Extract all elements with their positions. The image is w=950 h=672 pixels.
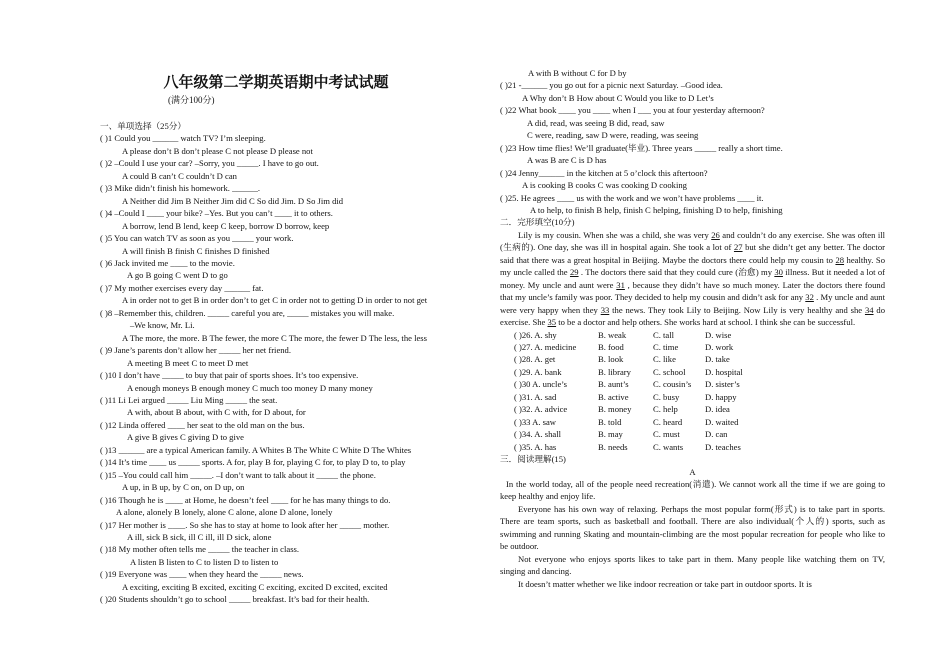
cloze-option-row bbox=[514, 341, 765, 353]
question-line: A listen B listen to C to listen D to listen to bbox=[130, 556, 279, 567]
question-line: A please don’t B don’t please C not please D please not bbox=[122, 145, 313, 156]
cloze-blank-number: 32 bbox=[805, 292, 814, 303]
question-line: ( )6 Jack invited me ____ to the movie. bbox=[100, 257, 235, 268]
question-line: A alone, alonely B lonely, alone C alone, alone D alone, lonely bbox=[116, 507, 333, 518]
question-line: ( )16 Though he is ____ at Home, he doesn’t feel ____ for he has many things to do. bbox=[100, 494, 391, 505]
question-line: A with B without C for D by bbox=[528, 68, 627, 78]
cloze-blank-number: 33 bbox=[600, 304, 610, 315]
cloze-option-cell: ( )27. A. medicine bbox=[514, 341, 577, 352]
question-line: ( )11 Li Lei argued _____ Liu Ming _____ the seat. bbox=[100, 394, 278, 405]
cloze-blank-number: 30 bbox=[774, 267, 783, 278]
cloze-blank-number: 35 bbox=[547, 317, 557, 328]
question-line: ( )20 Students shouldn’t go to school _____ breakfast. It’s bad for their health. bbox=[100, 594, 370, 605]
question-line: ( )15 –You could call him _____. –I don’t want to talk about it _____ the phone. bbox=[100, 469, 376, 480]
question-line: A to help, to finish B help, finish C helping, finishing D to help, finishing bbox=[530, 204, 783, 215]
question-line: ( )9 Jane’s parents don’t allow her _____ her net friend. bbox=[100, 345, 291, 356]
left-column bbox=[100, 0, 472, 606]
cloze-option-cell: C. wants bbox=[653, 441, 684, 452]
question-line: ( )10 I don’t have _____ to buy that pair of sports shoes. It’s too expensive. bbox=[100, 370, 359, 381]
question-line: A Neither did Jim B Neither Jim did C So did Jim. D So Jim did bbox=[122, 195, 344, 206]
cloze-option-cell: C. tall bbox=[653, 329, 675, 340]
cloze-blank-number: 27 bbox=[733, 242, 743, 253]
reading-paragraph: Everyone has his own way of relaxing. Perhaps the most popular form(形式) is to take part in sports. There are team sports, such as basketball and football. There are also individual(个人的) sports, such as swimming and running Skating and mountain-climbing are the most popular recreation for people who like to be outdoor. bbox=[500, 503, 885, 552]
cloze-option-cell: B. told bbox=[598, 416, 622, 427]
exam-title: 八年级第二学期英语期中考试试题 bbox=[163, 75, 389, 91]
question-line: ( )7 My mother exercises every day ______ fat. bbox=[100, 282, 264, 293]
cloze-blank-number: 26 bbox=[711, 229, 720, 240]
reading-paragraph: Not everyone who enjoys sports likes to take part in them. Many people like watching them on TV, singing and dancing. bbox=[500, 553, 885, 577]
cloze-option-cell: B. look bbox=[598, 354, 624, 365]
question-line: A will finish B finish C finishes D finished bbox=[122, 245, 270, 256]
cloze-option-cell: D. wise bbox=[705, 329, 732, 340]
cloze-option-cell: C. time bbox=[653, 341, 679, 352]
cloze-option-cell: B. aunt’s bbox=[598, 379, 629, 390]
cloze-option-cell: ( )34. A. shall bbox=[514, 429, 562, 440]
cloze-option-cell: D. idea bbox=[705, 404, 730, 415]
question-line: A enough moneys B enough money C much too money D many money bbox=[127, 382, 373, 393]
cloze-option-cell: D. happy bbox=[705, 391, 737, 402]
cloze-option-cell: ( )31. A. sad bbox=[514, 391, 557, 402]
question-line: ( )14 It’s time ____ us _____ sports. A for, play B for, playing C for, to play D to, to play bbox=[100, 457, 406, 468]
cloze-option-cell: C. must bbox=[653, 429, 680, 440]
cloze-paragraph: Lily is my cousin. When she was a child, she was very 26 and couldn’t do any exercise. She was often ill (生病的). One day, she was ill in hospital again. She took a lot of 27 but she didn’t get any better. The doctor said that there was a great hospital in Beijing. Maybe the doctors there could help my cousin to 28 healthy. So my uncle called the 29 . The doctors there said that they could cure (治愈) my 30 illness. But it needed a lot of money. My uncle and aunt were 31 , because they didn’t have so much money. Later the doctors there found that my uncle’s family was poor. They decided to help my cousin and didn’t ask for any 32 . My uncle and aunt were very happy when they 33 the news. They took Lily to Beijing. Now Lily is very healthy and she 34 do exercise. She 35 to be a doctor and help others. She works hard at school. I think she can be successful. bbox=[500, 229, 885, 328]
cloze-option-cell: C. school bbox=[653, 366, 686, 377]
cloze-option-row bbox=[514, 353, 765, 365]
question-line: ( )2 –Could I use your car? –Sorry, you _____. I have to go out. bbox=[100, 158, 319, 169]
reading-passage bbox=[500, 478, 885, 590]
cloze-option-cell: B. weak bbox=[598, 329, 627, 340]
cloze-option-cell: B. active bbox=[598, 391, 629, 402]
cloze-option-cell: B. library bbox=[598, 366, 631, 377]
question-line: A up, in B up, by C on, on D up, on bbox=[122, 482, 245, 493]
cloze-option-cell: C. help bbox=[653, 404, 678, 415]
cloze-option-cell: ( )28. A. get bbox=[514, 354, 556, 365]
cloze-option-cell: B. needs bbox=[598, 441, 628, 452]
question-line: –We know, Mr. Li. bbox=[130, 320, 195, 331]
cloze-option-cell: C. like bbox=[653, 354, 676, 365]
cloze-option-cell: D. take bbox=[705, 354, 730, 365]
cloze-option-row bbox=[514, 428, 765, 440]
cloze-option-cell: B. may bbox=[598, 429, 623, 440]
question-line: ( )17 Her mother is ____. So she has to stay at home to look after her _____ mother. bbox=[100, 519, 390, 530]
question-line: A go B going C went D to go bbox=[127, 270, 228, 281]
cloze-option-cell: ( )32. A. advice bbox=[514, 404, 568, 415]
section3-heading: 三．阅读理解(15) bbox=[500, 454, 566, 465]
cloze-option-cell: D. sister’s bbox=[705, 379, 740, 390]
reading-paragraph: It doesn’t matter whether we like indoor recreation or take part in outdoor sports. It is bbox=[518, 578, 812, 589]
question-line: A borrow, lend B lend, keep C keep, borrow D borrow, keep bbox=[122, 220, 330, 231]
cloze-option-cell: ( )29. A. bank bbox=[514, 366, 562, 377]
cloze-option-row bbox=[514, 391, 765, 403]
cloze-option-cell: D. work bbox=[705, 341, 734, 352]
question-line: ( )12 Linda offered ____ her seat to the old man on the bus. bbox=[100, 419, 305, 430]
cloze-option-cell: B. food bbox=[598, 341, 624, 352]
question-line: ( )18 My mother often tells me _____ the teacher in class. bbox=[100, 544, 300, 555]
question-line: ( )19 Everyone was ____ when they heard the _____ news. bbox=[100, 569, 304, 580]
cloze-option-row bbox=[514, 441, 765, 453]
question-line: A is cooking B cooks C was cooking D cooking bbox=[522, 180, 687, 191]
question-line: ( )13 ______ are a typical American family. A Whites B The White C White D The Whites bbox=[100, 444, 412, 455]
cloze-option-row bbox=[514, 378, 765, 390]
cloze-option-cell: ( )30 A. uncle’s bbox=[514, 379, 567, 390]
question-line: ( )21 -______ you go out for a picnic next Saturday. –Good idea. bbox=[500, 80, 723, 91]
question-line: A The more, the more. B The fewer, the more C The more, the fewer D The less, the less bbox=[122, 332, 427, 343]
question-line: A with, about B about, with C with, for D about, for bbox=[127, 407, 306, 418]
question-line: ( )25. He agrees ____ us with the work and we won’t have problems ____ it. bbox=[500, 192, 764, 203]
section1-heading: 一、单项选择（25分） bbox=[100, 121, 186, 131]
question-line: A meeting B meet C to meet D met bbox=[127, 357, 249, 368]
passage-label: A bbox=[689, 466, 696, 477]
questions-21-25 bbox=[500, 67, 885, 229]
cloze-option-cell: D. teaches bbox=[705, 441, 741, 452]
question-line: ( )23 How time flies! We’ll graduate(毕业). Three years _____ really a short time. bbox=[500, 142, 783, 153]
right-column bbox=[500, 0, 885, 590]
question-line: A give B gives C giving D to give bbox=[127, 432, 244, 443]
cloze-blank-number: 29 bbox=[569, 267, 579, 278]
question-line: C were, reading, saw D were, reading, was seeing bbox=[527, 130, 699, 141]
question-line: ( )4 –Could I ____ your bike? –Yes. But you can’t ____ it to others. bbox=[100, 208, 333, 219]
cloze-option-cell: D. waited bbox=[705, 416, 739, 427]
question-line: ( )22 What book ____ you ____ when I ___ you at four yesterday afternoon? bbox=[500, 105, 765, 116]
cloze-option-cell: D. hospital bbox=[705, 366, 743, 377]
cloze-blank-number: 31 bbox=[616, 279, 625, 290]
cloze-option-cell: D. can bbox=[705, 429, 728, 440]
section1-questions bbox=[100, 132, 472, 605]
cloze-option-cell: ( )35. A. has bbox=[514, 441, 557, 452]
cloze-option-cell: C. cousin’s bbox=[653, 379, 692, 390]
question-line: A did, read, was seeing B did, read, saw bbox=[527, 117, 665, 128]
exam-subtitle: (满分100分) bbox=[168, 95, 215, 105]
question-line: ( )3 Mike didn’t finish his homework. ______. bbox=[100, 183, 261, 194]
cloze-option-row bbox=[514, 416, 765, 428]
cloze-options-table bbox=[514, 329, 765, 454]
question-line: A exciting, exciting B excited, exciting C exciting, excited D excited, excited bbox=[122, 581, 388, 592]
cloze-option-cell: ( )33 A. saw bbox=[514, 416, 557, 427]
question-line: A was B are C is D has bbox=[527, 155, 607, 166]
cloze-option-cell: C. busy bbox=[653, 391, 680, 402]
question-line: ( )1 Could you ______ watch TV? I’m sleeping. bbox=[100, 133, 266, 144]
cloze-option-row bbox=[514, 366, 765, 378]
question-line: ( )8 –Remember this, children. _____ careful you are, _____ mistakes you will make. bbox=[100, 307, 395, 318]
cloze-option-cell: B. money bbox=[598, 404, 632, 415]
question-line: A in order not to get B in order don’t to get C in order not to getting D in order to not get bbox=[122, 295, 428, 306]
question-line: 二．完形填空(10分) bbox=[500, 217, 575, 228]
cloze-option-row bbox=[514, 403, 765, 415]
question-line: A ill, sick B sick, ill C ill, ill D sick, alone bbox=[127, 531, 272, 542]
cloze-blank-number: 34 bbox=[864, 304, 874, 315]
cloze-blank-number: 28 bbox=[835, 254, 845, 265]
question-line: ( )5 You can watch TV as soon as you _____ your work. bbox=[100, 233, 294, 244]
cloze-option-cell: C. heard bbox=[653, 416, 683, 427]
reading-paragraph: In the world today, all of the people need recreation(消遣). We cannot work all the time if we are going to keep healthy and enjoy life. bbox=[500, 478, 885, 502]
question-line: A Why don’t B How about C Would you like to D Let’s bbox=[522, 92, 714, 103]
question-line: ( )24 Jenny______ in the kitchen at 5 o’clock this aftertoon? bbox=[500, 167, 708, 178]
cloze-option-row bbox=[514, 329, 765, 341]
cloze-option-cell: ( )26. A. shy bbox=[514, 329, 557, 340]
question-line: A could B can’t C couldn’t D can bbox=[122, 170, 237, 181]
